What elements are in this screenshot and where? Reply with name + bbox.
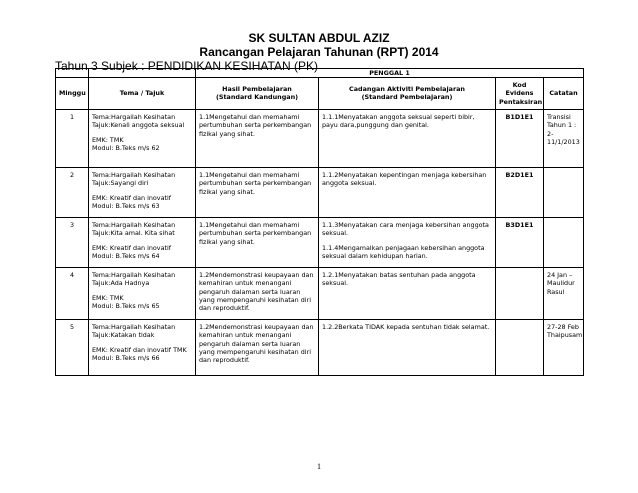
cell-tema: Tema:Hargailah Kesihatan Tajuk:Ada Hadnya EMK: TMK Modul: B.Teks m/s 65	[89, 267, 196, 319]
col-aktiviti: Cadangan Aktiviti Pembelajaran (Standard Pembelajaran)	[319, 78, 496, 110]
cell-kod	[496, 267, 544, 319]
cell-minggu: 3	[56, 217, 89, 267]
cell-hasil: 1.1Mengetahui dan memahami pertumbuhan serta perkembangan fizikal yang sihat.	[196, 167, 319, 217]
subject-line: Tahun 3 Subjek : PENDIDIKAN KESIHATAN (PK)	[55, 59, 318, 73]
cell-kod: B2D1E1	[496, 167, 544, 217]
cell-catatan	[544, 217, 584, 267]
cell-hasil: 1.2Mendemonstrasi keupayaan dan kemahiran untuk menangani pengaruh dalaman serta luaran yang mempengaruhi kesihatan diri dan reproduktif.	[196, 319, 319, 375]
cell-catatan: 27-28 Feb Thaipusam	[544, 319, 584, 375]
table-row	[56, 319, 584, 375]
cell-aktiviti: 1.1.1Menyatakan anggota seksual seperti bibir, payu dara,punggung dan genital.	[319, 109, 496, 167]
cell-aktiviti: 1.1.2Menyatakan kepentingan menjaga kebersihan anggota seksual.	[319, 167, 496, 217]
cell-hasil: 1.2Mendemonstrasi keupayaan dan kemahiran untuk menangani pengaruh dalaman serta luaran yang mempengaruhi kesihatan diri dan reproduktif.	[196, 267, 319, 319]
cell-catatan: Transisi Tahun 1 : 2-11/1/2013	[544, 109, 584, 167]
cell-kod: B3D1E1	[496, 217, 544, 267]
cell-hasil: 1.1Mengetahui dan memahami pertumbuhan serta perkembangan fizikal yang sihat.	[196, 109, 319, 167]
table-row	[56, 217, 584, 267]
plan-title: Rancangan Pelajaran Tahunan (RPT) 2014	[199, 45, 439, 59]
cell-kod	[496, 319, 544, 375]
cell-minggu: 2	[56, 167, 89, 217]
cell-tema: Tema:Hargailah Kesihatan Tajuk:Katakan tidak EMK: Kreatif dan inovatif TMK Modul: B.Teks m/s 66	[89, 319, 196, 375]
col-minggu: Minggu	[56, 78, 89, 110]
penggal-label: PENGGAL 1	[196, 69, 584, 78]
school-title: SK SULTAN ABDUL AZIZ	[248, 31, 390, 45]
cell-tema: Tema:Hargailah Kesihatan Tajuk:Kita amal. Kita sihat EMK: Kreatif dan inovatif Modul: B.Teks m/s 64	[89, 217, 196, 267]
cell-minggu: 5	[56, 319, 89, 375]
cell-hasil: 1.1Mengetahui dan memahami pertumbuhan serta perkembangan fizikal yang sihat.	[196, 217, 319, 267]
cell-minggu: 1	[56, 109, 89, 167]
cell-catatan	[544, 167, 584, 217]
table-row	[56, 167, 584, 217]
cell-tema: Tema:Hargailah Kesihatan Tajuk:Sayangi diri EMK: Kreatif dan inovatif Modul: B.Teks m/s 63	[89, 167, 196, 217]
col-hasil: Hasil Pembelajaran (Standard Kandungan)	[196, 78, 319, 110]
rpt-table	[55, 68, 584, 376]
cell-aktiviti: 1.2.1Menyatakan batas sentuhan pada anggota seksual.	[319, 267, 496, 319]
penggal-row	[56, 69, 584, 78]
col-tema: Tema / Tajuk	[89, 78, 196, 110]
cell-aktiviti: 1.2.2Berkata TIDAK kepada sentuhan tidak selamat.	[319, 319, 496, 375]
cell-aktiviti: 1.1.3Menyatakan cara menjaga kebersihan anggota seksual. 1.1.4Mengamalkan penjagaan kebersihan anggota seksual dalam kehidupan harian.	[319, 217, 496, 267]
cell-catatan: 24 Jan – Maulidur Rasul	[544, 267, 584, 319]
header-row	[56, 78, 584, 110]
cell-minggu: 4	[56, 267, 89, 319]
page-number: 1	[317, 462, 321, 471]
table-row	[56, 267, 584, 319]
table-row	[56, 109, 584, 167]
col-catatan: Catatan	[544, 78, 584, 110]
col-kod: Kod Evidens Pentaksiran	[496, 78, 544, 110]
cell-kod: B1D1E1	[496, 109, 544, 167]
cell-tema: Tema:Hargailah Kesihatan Tajuk:Kenali anggota seksual EMK: TMK Modul: B.Teks m/s 62	[89, 109, 196, 167]
